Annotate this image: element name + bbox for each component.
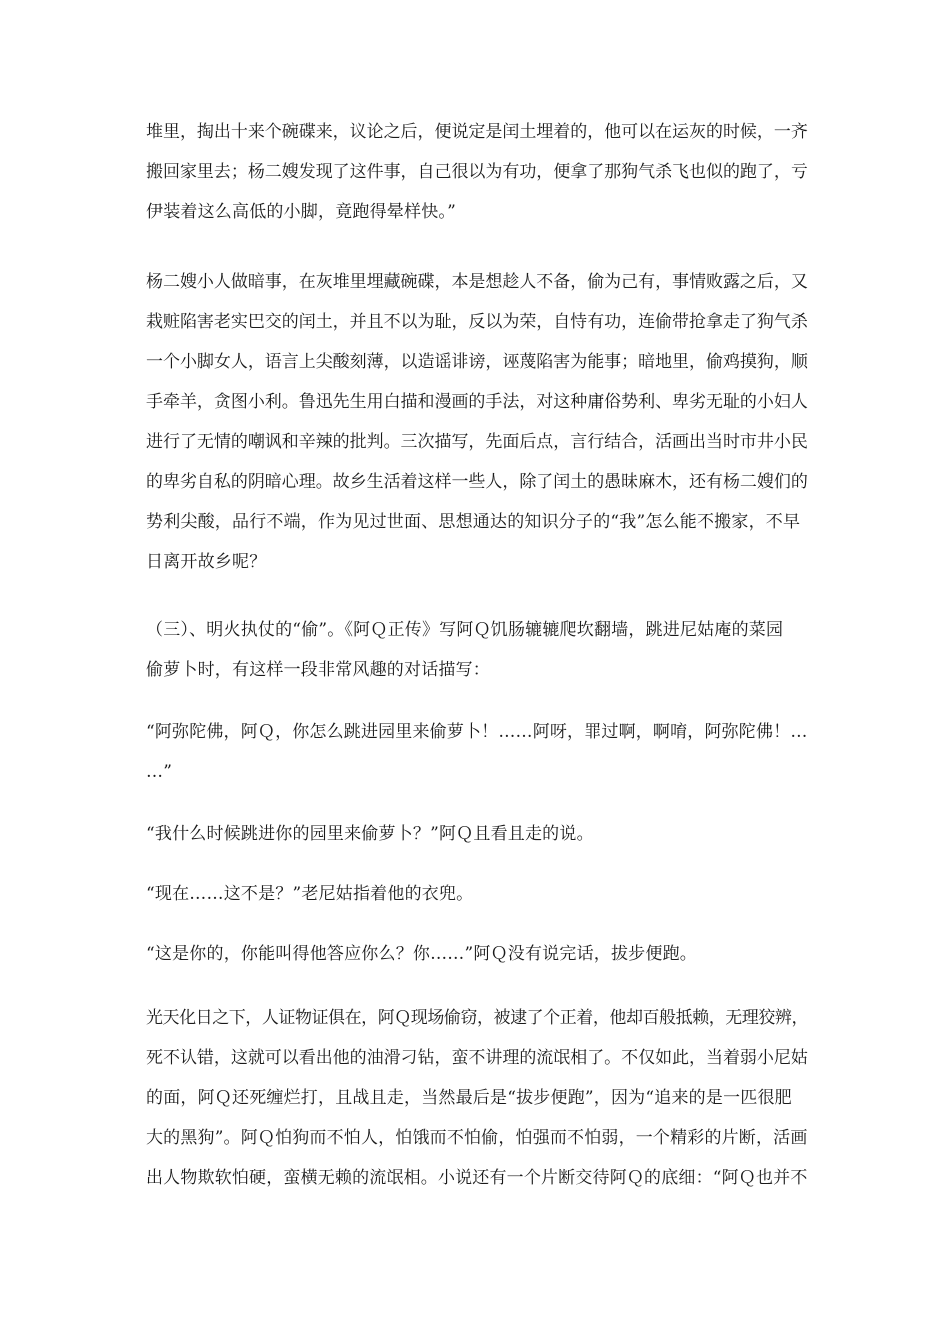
dialogue-1 [146, 712, 808, 792]
text-line: 搬回家里去；杨二嫂发现了这件事，自己很以为有功，便拿了那狗气杀飞也似的跑了，亏 [146, 162, 808, 182]
text-line: “阿弥陀佛，阿Ｑ，你怎么跳进园里来偷萝卜！……阿呀，罪过啊，啊唷，阿弥陀佛！… [146, 722, 808, 742]
text-line: 堆里，掏出十来个碗碟来，议论之后，便说定是闰土埋着的，他可以在运灰的时候，一齐 [146, 122, 808, 142]
dialogue-4 [146, 934, 808, 974]
text-line: “这是你的，你能叫得他答应你么？你……”阿Ｑ没有说完话，拔步便跑。 [146, 944, 697, 964]
text-line: 大的黑狗”。阿Ｑ怕狗而不怕人，怕饿而不怕偷，怕强而不怕弱，一个精彩的片断，活画 [146, 1128, 808, 1148]
text-line: 死不认错，这就可以看出他的油滑刁钻，蛮不讲理的流氓相了。不仅如此，当着弱小尼姑 [146, 1048, 808, 1068]
paragraph-3 [146, 610, 808, 690]
text-line: （三）、明火执仗的“偷”。《阿Ｑ正传》写阿Ｑ饥肠辘辘爬坎翻墙，跳进尼姑庵的菜园 [146, 620, 784, 640]
text-line: …” [146, 762, 173, 782]
paragraph-4 [146, 998, 808, 1198]
text-line: 栽赃陷害老实巴交的闰土，并且不以为耻，反以为荣，自恃有功，连偷带抢拿走了狗气杀 [146, 312, 808, 332]
text-line: 光天化日之下，人证物证俱在，阿Ｑ现场偷窃，被逮了个正着，他却百般抵赖，无理狡辨， [146, 1008, 808, 1028]
text-line: “现在……这不是？”老尼姑指着他的衣兜。 [146, 884, 474, 904]
text-line: 日离开故乡呢？ [146, 552, 267, 572]
paragraph-2 [146, 262, 808, 582]
text-line: 的卑劣自私的阴暗心理。故乡生活着这样一些人，除了闰土的愚昧麻木，还有杨二嫂们的 [146, 472, 808, 492]
text-line: “我什么时候跳进你的园里来偷萝卜？”阿Ｑ且看且走的说。 [146, 824, 594, 844]
paragraph-1 [146, 112, 808, 232]
text-line: 伊装着这么高低的小脚，竟跑得晕样快。” [146, 202, 456, 222]
text-line: 势利尖酸，品行不端，作为见过世面、思想通达的知识分子的“我”怎么能不搬家，不早 [146, 512, 801, 532]
text-line: 手牵羊，贪图小利。鲁迅先生用白描和漫画的手法，对这种庸俗势利、卑劣无耻的小妇人 [146, 392, 808, 412]
dialogue-3 [146, 874, 808, 914]
dialogue-2 [146, 814, 808, 854]
text-line: 出人物欺软怕硬，蛮横无赖的流氓相。小说还有一个片断交待阿Ｑ的底细：“阿Ｑ也并不 [146, 1168, 808, 1188]
text-line: 的面，阿Ｑ还死缠烂打，且战且走，当然最后是“拔步便跑”，因为“追来的是一匹很肥 [146, 1088, 792, 1108]
text-line: 进行了无情的嘲讽和辛辣的批判。三次描写，先面后点，言行结合，活画出当时市井小民 [146, 432, 808, 452]
text-line: 杨二嫂小人做暗事，在灰堆里埋藏碗碟，本是想趁人不备，偷为己有，事情败露之后，又 [146, 272, 808, 292]
text-line: 偷萝卜时，有这样一段非常风趣的对话描写： [146, 660, 490, 680]
text-line: 一个小脚女人，语言上尖酸刻薄，以造谣诽谤，诬蔑陷害为能事；暗地里，偷鸡摸狗，顺 [146, 352, 808, 372]
